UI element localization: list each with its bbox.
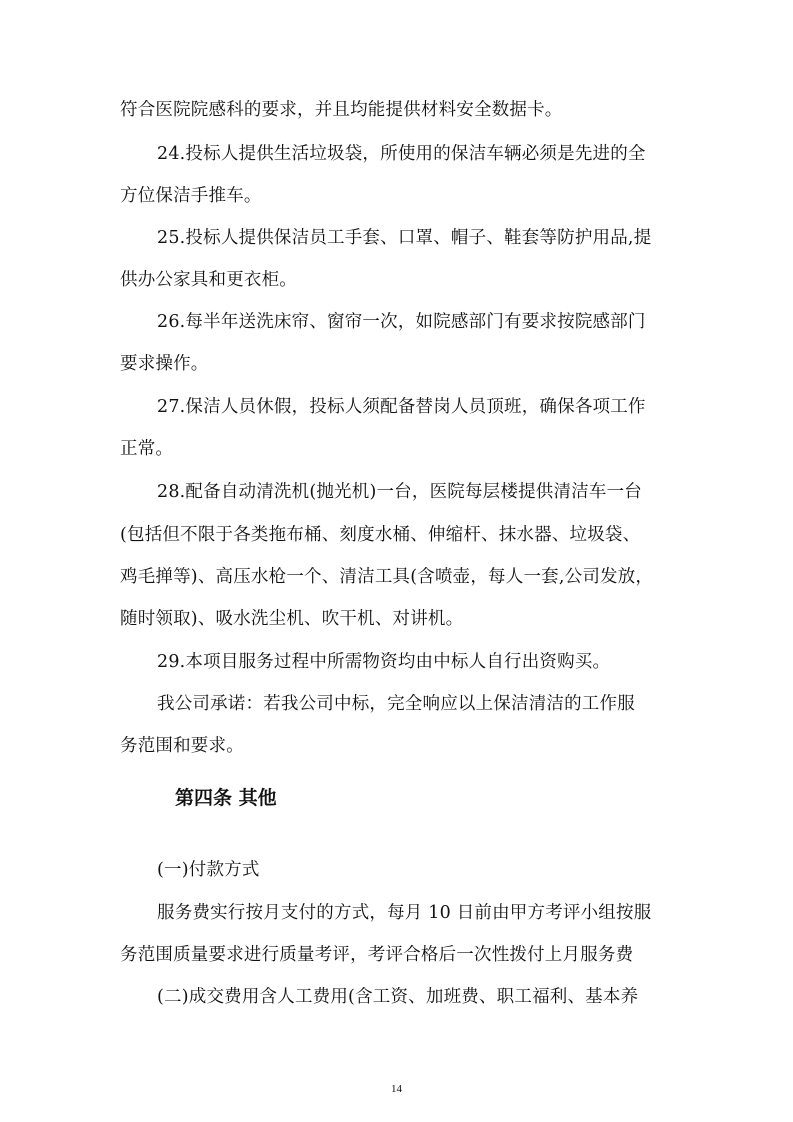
text-line: 我公司承诺：若我公司中标，完全响应以上保洁清洁的工作服 — [157, 694, 635, 714]
text-line: 要求操作。 — [120, 354, 209, 374]
text-line: 正常。 — [120, 439, 174, 459]
text-line: 务范围质量要求进行质量考评，考评合格后一次性拨付上月服务费 — [120, 945, 634, 965]
text-line: (包括但不限于各类拖布桶、刻度水桶、伸缩杆、抹水器、垃圾袋、 — [120, 525, 641, 545]
text-line: 方位保洁手推车。 — [120, 186, 262, 206]
text-line: 供办公家具和更衣柜。 — [120, 270, 297, 290]
text-line: 务范围和要求。 — [120, 736, 244, 756]
text-line: 28.配备自动清洗机(抛光机)一台，医院每层楼提供清洁车一台 — [157, 482, 642, 502]
text-line: 鸡毛掸等)、高压水枪一个、清洁工具(含喷壶，每人一套,公司发放， — [120, 567, 654, 587]
text-line: 服务费实行按月支付的方式，每月 10 日前由甲方考评小组按服 — [157, 903, 652, 923]
text-line: (二)成交费用含人工费用(含工资、加班费、职工福利、基本养 — [157, 987, 639, 1007]
text-line: 27.保洁人员休假，投标人须配备替岗人员顶班，确保各项工作 — [157, 397, 646, 417]
text-line: (一)付款方式 — [157, 860, 260, 880]
page-number: 14 — [391, 1083, 402, 1095]
section-heading: 第四条 其他 — [175, 787, 277, 809]
text-line: 26.每半年送洗床帘、窗帘一次，如院感部门有要求按院感部门 — [157, 312, 646, 332]
text-line: 符合医院院感科的要求，并且均能提供材料安全数据卡。 — [120, 100, 563, 120]
text-line: 随时领取)、吸水洗尘机、吹干机、对讲机。 — [120, 609, 464, 629]
text-line: 29.本项目服务过程中所需物资均由中标人自行出资购买。 — [157, 652, 611, 672]
text-line: 25.投标人提供保洁员工手套、口罩、帽子、鞋套等防护用品,提 — [157, 228, 652, 248]
text-line: 24.投标人提供生活垃圾袋，所使用的保洁车辆必须是先进的全 — [157, 144, 646, 164]
